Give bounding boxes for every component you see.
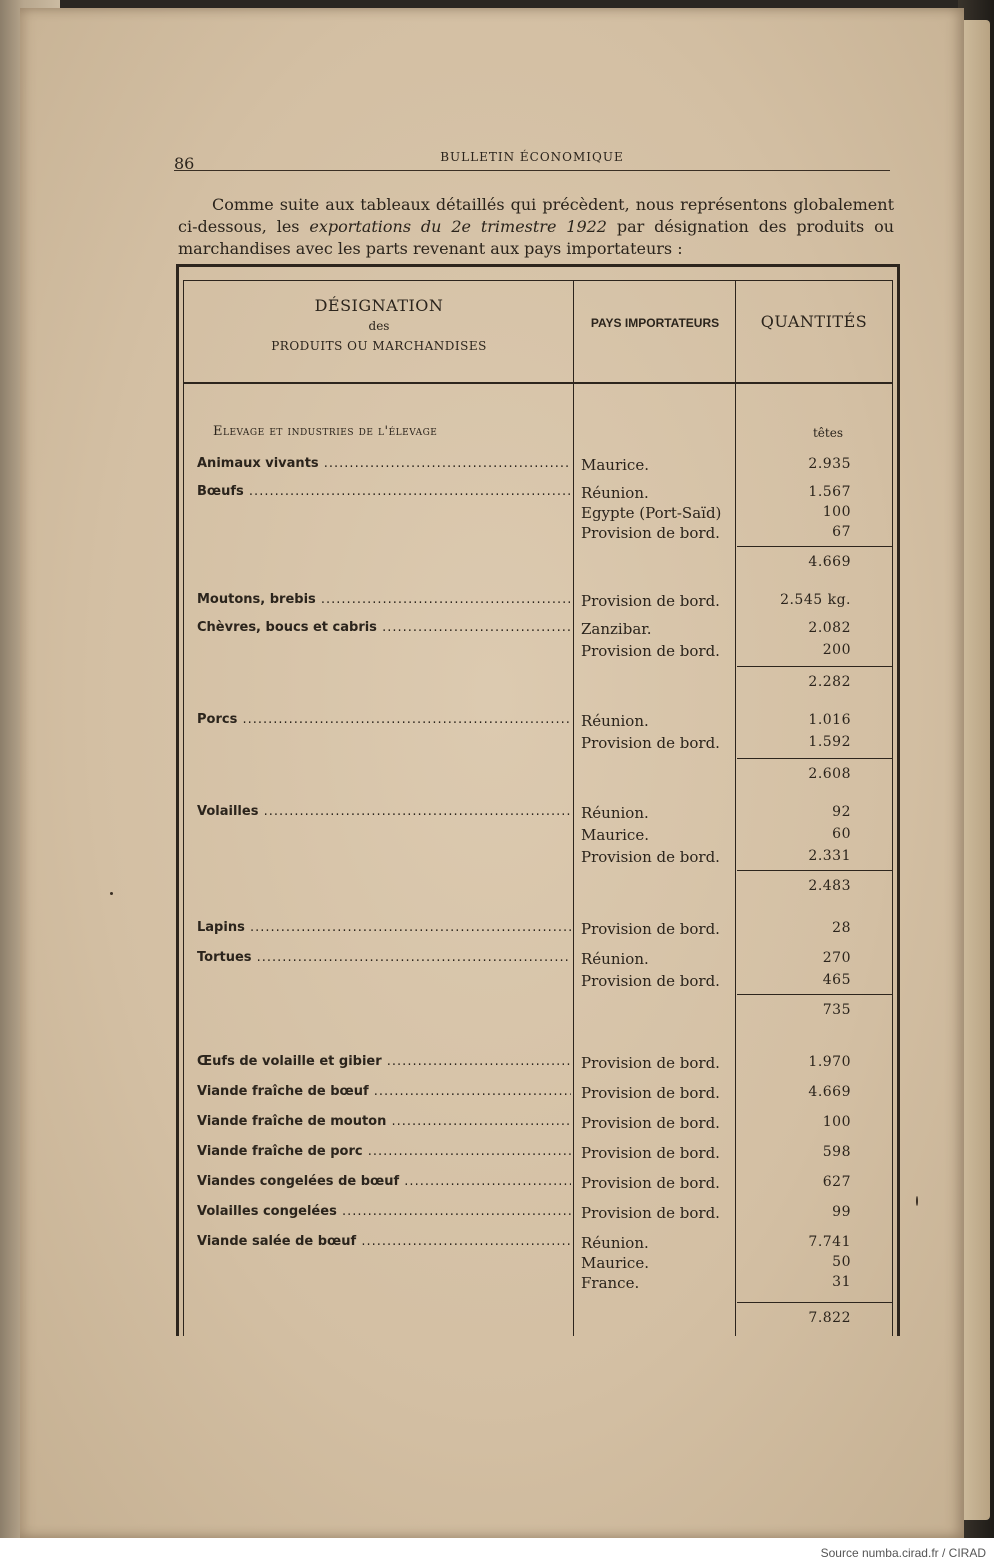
table-top-inner-rule [183,280,893,281]
importing-country: Maurice. [581,826,649,844]
table-row [179,972,897,992]
quantity-value: 2.331 [808,848,851,864]
table-row [179,1254,897,1274]
quantity-value: 2.082 [808,620,851,636]
product-label: Œufs de volaille et gibier ..... [197,1054,571,1069]
quantity-value: 99 [832,1204,851,1220]
product-label: Volailles congelées ..... [197,1204,571,1219]
subtotal-rule [737,546,893,547]
table-row [179,642,897,662]
importing-country: Provision de bord. [581,1054,720,1072]
quantity-value: 1.016 [808,712,851,728]
table-row [179,524,897,544]
quantity-value: 2.545 kg. [780,592,851,608]
importing-country: Provision de bord. [581,1144,720,1162]
importing-country: Provision de bord. [581,972,720,990]
table-row [179,734,897,754]
table-row [179,620,897,640]
quantity-value: 31 [832,1274,851,1290]
importing-country: Réunion. [581,950,649,968]
quantity-total: 4.669 [808,554,851,570]
importing-country: Egypte (Port-Saïd) [581,504,722,522]
importing-country: Provision de bord. [581,1204,720,1222]
importing-country: Provision de bord. [581,1084,720,1102]
header-designation-des: des [368,319,390,333]
quantity-value: 1.592 [808,734,851,750]
importing-country: Réunion. [581,1234,649,1252]
importing-country: Provision de bord. [581,920,720,938]
table-row [179,1144,897,1164]
table-row [179,950,897,970]
subtotal-rule [737,994,893,995]
table-row [179,504,897,524]
quantity-value: 67 [832,524,851,540]
header-quantites: QUANTITÉS [760,312,868,331]
product-label: Viande fraîche de porc ..... [197,1144,571,1159]
product-label: Viande fraîche de mouton ..... [197,1114,571,1129]
table-row [179,920,897,940]
header-designation [199,296,559,353]
quantity-value: 1.970 [808,1054,851,1070]
quantity-total: 7.822 [808,1310,851,1326]
table-row [179,674,897,694]
table-row [179,1310,897,1330]
quantity-value: 50 [832,1254,851,1270]
table-row [179,592,897,612]
product-label: Viandes congelées de bœuf ..... [197,1174,571,1189]
quantity-value: 4.669 [808,1084,851,1100]
header-designation-title: DÉSIGNATION [314,296,444,315]
table-row [179,1174,897,1194]
table-row [179,826,897,846]
product-label: Bœufs ..... [197,484,571,499]
product-label: Porcs ..... [197,712,571,727]
product-label: Moutons, brebis ..... [197,592,571,607]
quantity-value: 100 [822,504,851,520]
table-row [179,1054,897,1074]
product-label: Chèvres, boucs et cabris ..... [197,620,571,635]
ink-mark [916,1196,918,1206]
quantity-value: 627 [822,1174,851,1190]
source-credit: Source numba.cirad.fr / CIRAD [820,1546,986,1560]
quantity-total: 2.608 [808,766,851,782]
table-row [179,1084,897,1104]
table-row [179,456,897,476]
importing-country: Provision de bord. [581,1114,720,1132]
importing-country: Maurice. [581,1254,649,1272]
table-row [179,766,897,786]
quantity-value: 100 [822,1114,851,1130]
product-label: Animaux vivants ..... [197,456,571,471]
intro-text-start: Comme suite aux tableaux détaillés qui précèdent, nous représentons globalement ci-dessous, les [178,195,894,236]
quantity-value: 598 [822,1144,851,1160]
quantity-value: 2.935 [808,456,851,472]
importing-country: Provision de bord. [581,848,720,866]
table-row [179,1002,897,1022]
quantity-value: 465 [822,972,851,988]
importing-country: Réunion. [581,712,649,730]
quantity-total: 735 [822,1002,851,1018]
quantity-value: 1.567 [808,484,851,500]
importing-country: Provision de bord. [581,1174,720,1192]
importing-country: Maurice. [581,456,649,474]
quantity-value: 60 [832,826,851,842]
subtotal-rule [737,1302,893,1303]
importing-country: Provision de bord. [581,524,720,542]
exports-table [176,264,900,1336]
product-label: Tortues ..... [197,950,571,965]
table-row [179,848,897,868]
table-row [179,1234,897,1254]
ink-speck [110,892,113,895]
importing-country: Réunion. [581,484,649,502]
subtotal-rule [737,758,893,759]
table-row [179,1204,897,1224]
importing-country: Provision de bord. [581,734,720,752]
table-row [179,878,897,898]
page-header [174,150,890,171]
table-top-rule [176,264,900,267]
importing-country: Zanzibar. [581,620,652,638]
intro-text-end: par désignation des produits ou marchandises avec les parts revenant aux pays importateurs : [178,217,895,258]
table-row [179,554,897,574]
subtotal-rule [737,666,893,667]
subtotal-rule [737,870,893,871]
quantity-value: 92 [832,804,851,820]
importing-country: Réunion. [581,804,649,822]
product-label: Volailles ..... [197,804,571,819]
quantity-value: 7.741 [808,1234,851,1250]
importing-country: France. [581,1274,640,1292]
section-title: Elevage et industries de l'élevage [213,424,438,439]
quantity-total: 2.483 [808,878,851,894]
product-label: Lapins ..... [197,920,571,935]
table-row [179,484,897,504]
page-number: 86 [174,154,195,173]
next-page-edge [962,20,990,1520]
header-designation-sub: PRODUITS OU MARCHANDISES [271,339,487,353]
product-label: Viande salée de bœuf ..... [197,1234,571,1249]
running-title: BULLETIN ÉCONOMIQUE [440,150,624,164]
importing-country: Provision de bord. [581,642,720,660]
table-row [179,804,897,824]
intro-paragraph [178,194,894,260]
table-row [179,1114,897,1134]
quantity-value: 200 [822,642,851,658]
quantity-value: 270 [822,950,851,966]
intro-emphasis: exportations du 2e trimestre 1922 [309,217,607,236]
quantity-total: 2.282 [808,674,851,690]
header-separator [183,382,893,384]
product-label: Viande fraîche de bœuf ..... [197,1084,571,1099]
table-row [179,1274,897,1294]
header-pays-importateurs: PAYS IMPORTATEURS [590,316,720,330]
importing-country: Provision de bord. [581,592,720,610]
quantity-value: 28 [832,920,851,936]
unit-label: têtes [812,426,843,440]
table-row [179,712,897,732]
